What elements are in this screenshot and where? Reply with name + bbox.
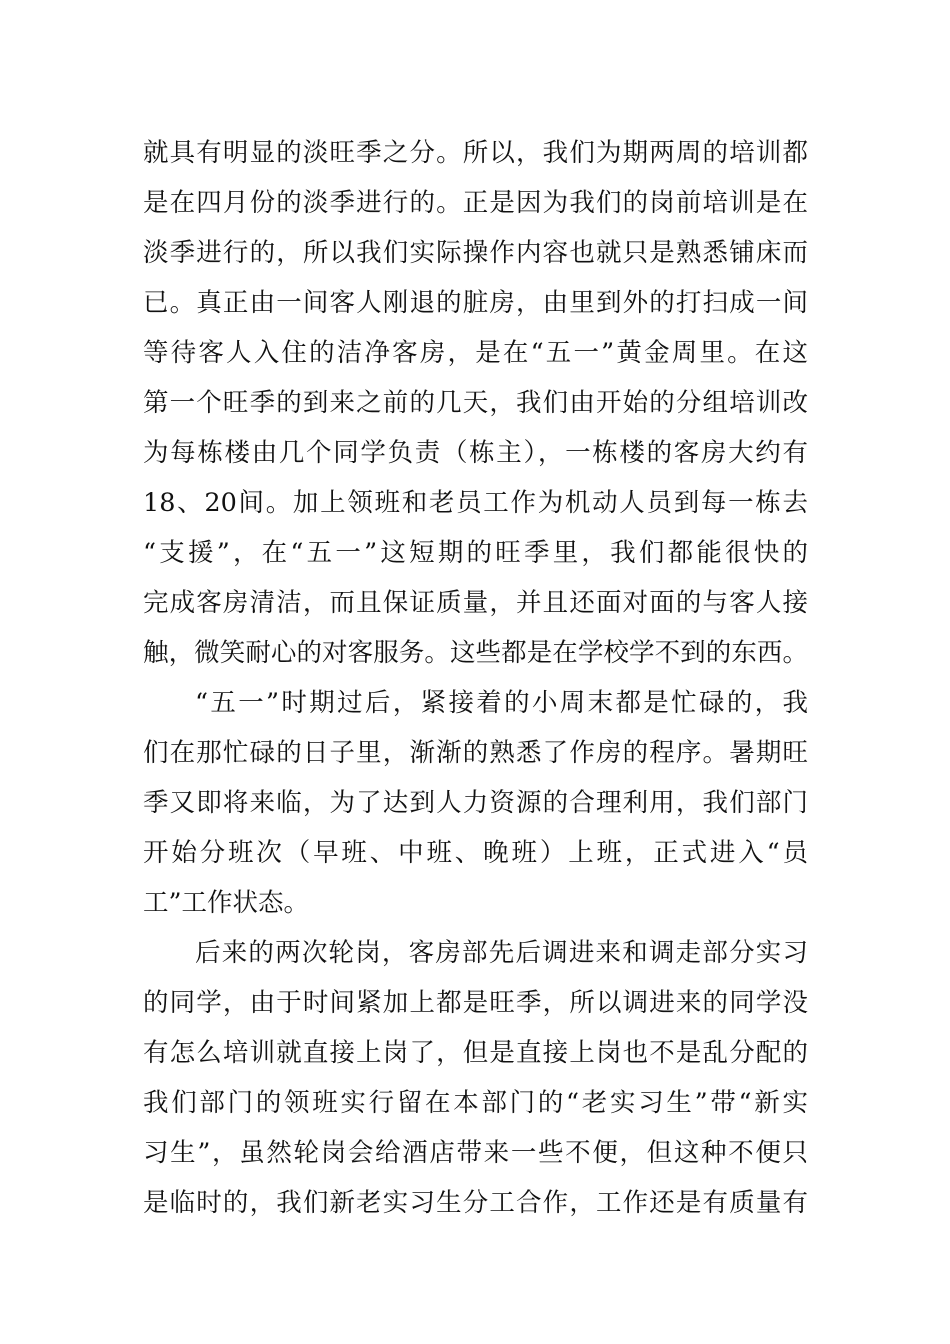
- text-line: 有怎么培训就直接上岗了，但是直接上岗也不是乱分配的: [143, 1038, 808, 1068]
- text-line: 已。真正由一间客人刚退的脏房，由里到外的打扫成一间: [143, 288, 808, 318]
- text-line: 习生”，虽然轮岗会给酒店带来一些不便，但这种不便只: [143, 1138, 808, 1168]
- text-line: 开始分班次（早班、中班、晚班）上班，正式进入“员: [143, 838, 808, 868]
- text-line: 等待客人入住的洁净客房，是在“五一”黄金周里。在这: [143, 338, 808, 368]
- text-line: 触，微笑耐心的对客服务。这些都是在学校学不到的东西。: [143, 638, 808, 668]
- text-line: 们在那忙碌的日子里，渐渐的熟悉了作房的程序。暑期旺: [143, 738, 808, 768]
- paragraph-first-line: “五一”时期过后，紧接着的小周末都是忙碌的，我: [195, 688, 808, 718]
- text-line: 我们部门的领班实行留在本部门的“老实习生”带“新实: [143, 1088, 808, 1118]
- text-line: 是临时的，我们新老实习生分工合作，工作还是有质量有: [143, 1188, 808, 1218]
- text-line: 季又即将来临，为了达到人力资源的合理利用，我们部门: [143, 788, 808, 818]
- paragraph-last-line: 工”工作状态。: [143, 888, 310, 918]
- text-line: 淡季进行的，所以我们实际操作内容也就只是熟悉铺床而: [143, 238, 808, 268]
- paragraph-first-line: 后来的两次轮岗，客房部先后调进来和调走部分实习: [195, 938, 808, 968]
- text-line: 为每栋楼由几个同学负责（栋主），一栋楼的客房大约有: [143, 438, 808, 468]
- text-line: 就具有明显的淡旺季之分。所以，我们为期两周的培训都: [143, 138, 808, 168]
- text-line: 的同学，由于时间紧加上都是旺季，所以调进来的同学没: [143, 988, 808, 1018]
- body-text: [143, 128, 808, 1228]
- text-line: 18、20间。加上领班和老员工作为机动人员到每一栋去: [143, 488, 808, 518]
- text-line: 是在四月份的淡季进行的。正是因为我们的岗前培训是在: [143, 188, 808, 218]
- text-line: 第一个旺季的到来之前的几天，我们由开始的分组培训改: [143, 388, 808, 418]
- text-line: 完成客房清洁，而且保证质量，并且还面对面的与客人接: [143, 588, 808, 618]
- text-line: “支援”，在“五一”这短期的旺季里，我们都能很快的: [143, 538, 808, 568]
